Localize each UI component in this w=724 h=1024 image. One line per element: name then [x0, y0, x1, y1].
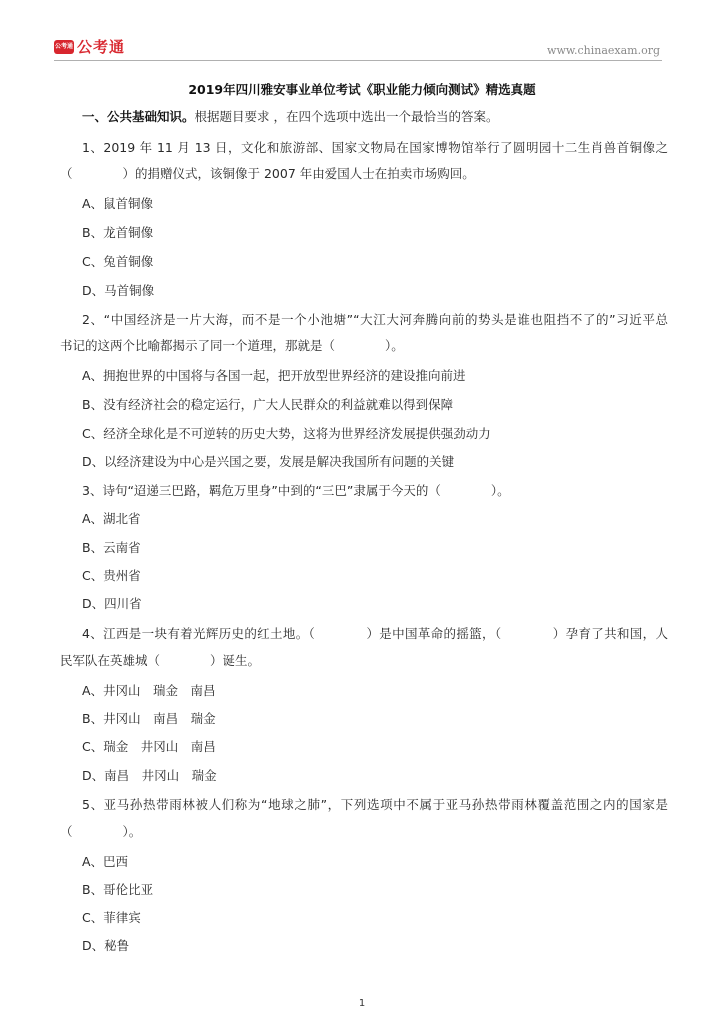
logo[interactable]: [54, 36, 125, 57]
question-3-option-a: A、湖北省: [82, 511, 141, 526]
header-divider: [54, 60, 662, 61]
logo-badge: 公考通: [54, 40, 74, 54]
question-3-option-b: B、云南省: [82, 540, 141, 555]
question-1-option-a: A、鼠首铜像: [82, 196, 154, 211]
section-heading-line: [82, 107, 499, 125]
logo-text: 公考通: [77, 38, 126, 56]
question-5-line-1: 5、亚马孙热带雨林被人们称为“地球之肺”，下列选项中不属于亚马孙热带雨林覆盖范围之内的国家是: [82, 797, 668, 812]
question-3-option-c: C、贵州省: [82, 568, 141, 583]
question-3-option-d: D、四川省: [82, 596, 142, 611]
question-4-option-d: D、南昌 井冈山 瑞金: [82, 768, 217, 783]
question-5-option-c: C、菲律宾: [82, 910, 141, 925]
question-4-option-c: C、瑞金 井冈山 南昌: [82, 739, 216, 754]
question-4-line-2: 民军队在英雄城（ ）诞生。: [60, 653, 261, 668]
section-heading: 一、公共基础知识。: [82, 109, 195, 124]
document-title: 2019年四川雅安事业单位考试《职业能力倾向测试》精选真题: [188, 82, 536, 97]
question-5-line-2: （ ）。: [60, 824, 142, 839]
question-2-option-a: A、拥抱世界的中国将与各国一起，把开放型世界经济的建设推向前进: [82, 368, 466, 383]
page-header: [0, 0, 724, 64]
question-4-option-a: A、井冈山 瑞金 南昌: [82, 683, 216, 698]
question-4-line-1: 4、江西是一块有着光辉历史的红土地。（ ）是中国革命的摇篮，（ ）孕育了共和国，人: [82, 626, 668, 641]
question-2-option-d: D、以经济建设为中心是兴国之要，发展是解决我国所有问题的关键: [82, 454, 455, 469]
question-2-line-2: 书记的这两个比喻都揭示了同一个道理，那就是（ ）。: [60, 338, 404, 353]
question-1-option-c: C、兔首铜像: [82, 254, 154, 269]
question-3-line-1: 3、诗句“迢递三巴路，羁危万里身”中到的“三巴”隶属于今天的（ ）。: [82, 483, 510, 498]
question-5-option-b: B、哥伦比亚: [82, 882, 154, 897]
page-number: 1: [358, 998, 366, 1009]
question-4-option-b: B、井冈山 南昌 瑞金: [82, 711, 216, 726]
question-5-option-d: D、秘鲁: [82, 938, 130, 953]
question-1-option-b: B、龙首铜像: [82, 225, 154, 240]
question-5-option-a: A、巴西: [82, 854, 129, 869]
question-1-option-d: D、马首铜像: [82, 283, 155, 298]
question-2-line-1: 2、“中国经济是一片大海，而不是一个小池塘”“大江大河奔腾向前的势头是谁也阻挡不了的”习近平总: [82, 312, 668, 327]
question-2-option-b: B、没有经济社会的稳定运行，广大人民群众的利益就难以得到保障: [82, 397, 454, 412]
site-url[interactable]: www.chinaexam.org: [547, 44, 660, 57]
section-instruction: 根据题目要求 ，在四个选项中选出一个最恰当的答案。: [194, 109, 499, 124]
question-2-option-c: C、经济全球化是不可逆转的历史大势，这将为世界经济发展提供强劲动力: [82, 426, 491, 441]
question-1-line-2: （ ）的捐赠仪式，该铜像于 2007 年由爱国人士在拍卖市场购回。: [60, 166, 475, 181]
question-1-line-1: 1、2019 年 11 月 13 日，文化和旅游部、国家文物局在国家博物馆举行了圆明园十二生肖兽首铜像之: [82, 140, 668, 155]
